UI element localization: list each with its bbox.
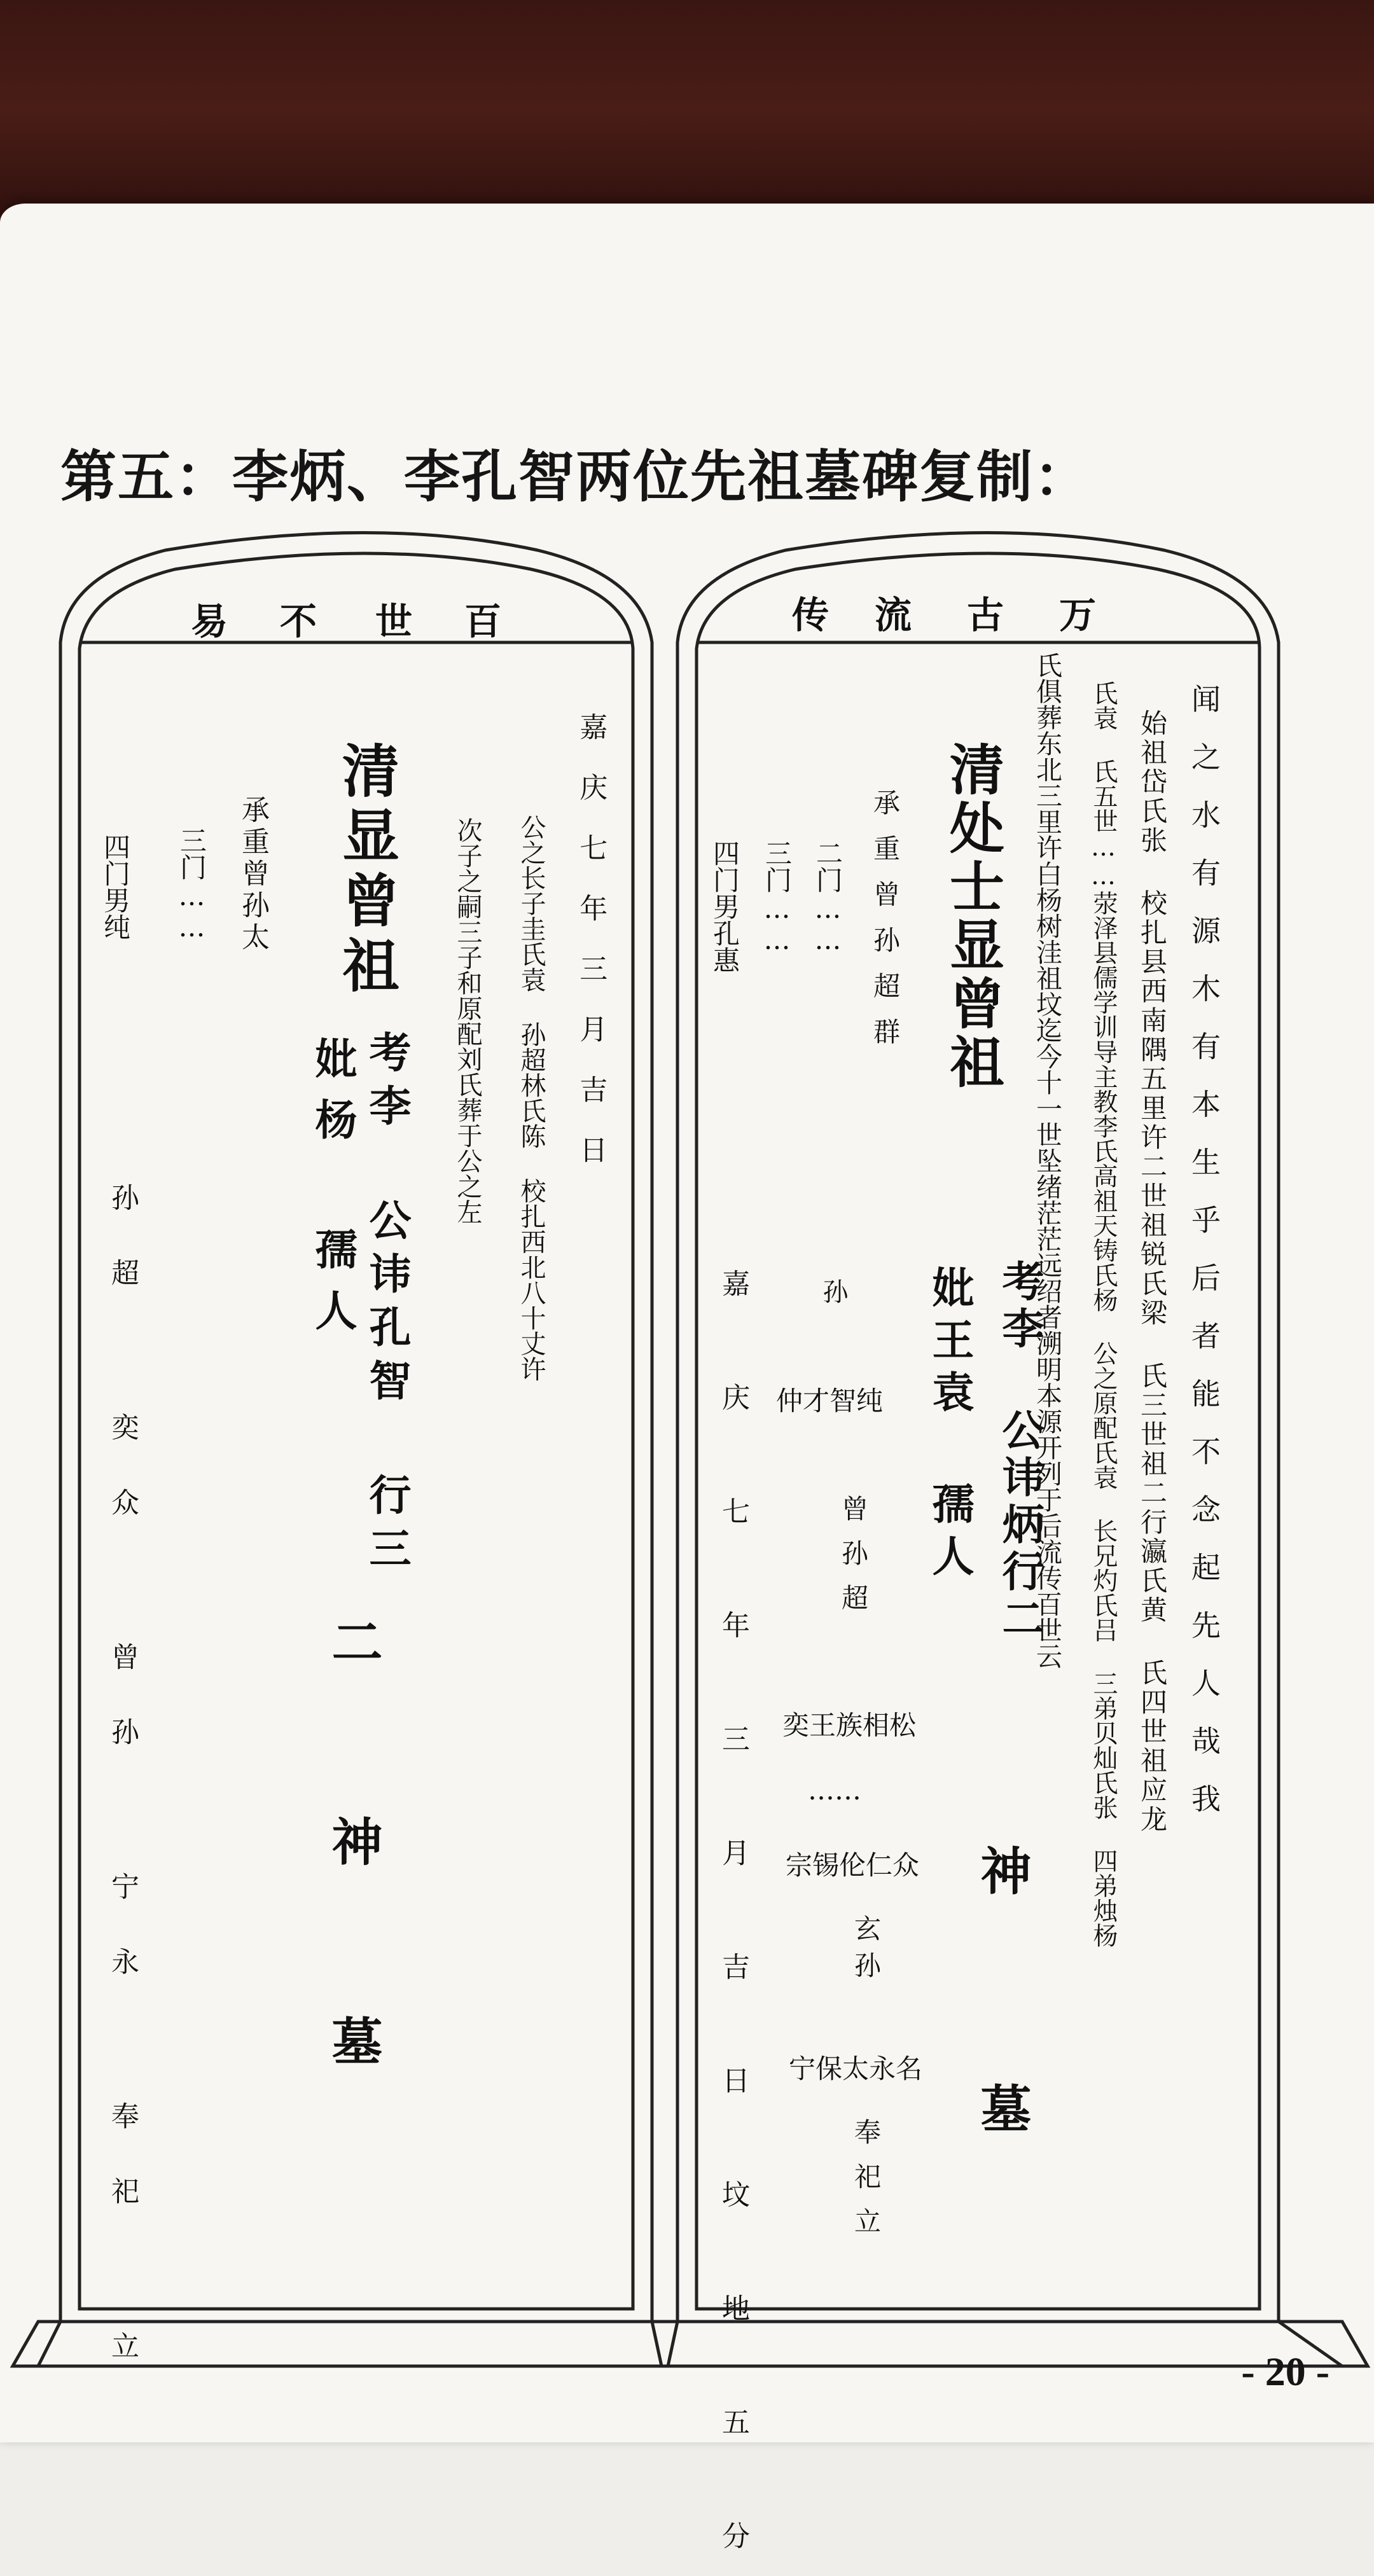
right-date-column: 嘉 庆 七 年 三 月 吉 日 坟 地 五 分 xyxy=(717,1269,749,2576)
right-center-name: 考李 公讳炳行二 xyxy=(995,1259,1044,1644)
page-number: - 20 - xyxy=(1241,2349,1329,2394)
right-text-column-1: 闻之水有源木有本生乎后者能不念起先人哉我 xyxy=(1187,684,1221,1841)
page-heading: 第五：李炳、李孔智两位先祖墓碑复制： xyxy=(60,444,1092,509)
right-center-spouse: 妣王袁 孺人 xyxy=(925,1266,975,1586)
right-names-row-1: 奕王族相松 xyxy=(782,1710,917,1741)
right-xuansun-label: 玄孙 xyxy=(850,1915,882,1988)
left-heir-principal: 承重曾孙太 xyxy=(237,795,269,954)
right-grandson-names: 仲才智纯 xyxy=(776,1385,884,1416)
tablet-base xyxy=(13,2322,1368,2366)
right-caption-char-1: 万 xyxy=(1059,593,1097,637)
right-center-title: 清处士显曾祖 xyxy=(940,741,1004,1092)
left-heir-descendants: 孙超 奕众 曾孙 宁永 奉祀 立 xyxy=(106,1183,139,2406)
left-center-title: 清显曾祖 xyxy=(332,741,399,1001)
right-great-grandson: 曾孙超 xyxy=(838,1495,869,1628)
left-note-column-1: 公之长子圭氏袁 孙超林氏陈 校扎西北八十丈许 xyxy=(517,814,546,1381)
left-caption-char-1: 百 xyxy=(464,600,502,643)
left-caption-char-4: 易 xyxy=(191,600,228,643)
right-caption-char-4: 传 xyxy=(792,593,829,637)
right-grandson-label: 孙 xyxy=(819,1278,848,1304)
left-note-column-2: 次子之嗣三子和原配刘氏葬于公之左 xyxy=(453,817,482,1224)
left-heir-third-branch: 三门…… xyxy=(176,827,207,943)
left-heir-fourth-branch: 四门男纯 xyxy=(100,833,131,940)
right-text-column-3: 氏袁 氏五世……荥泽县儒学训导主教李氏高祖天铸氏杨 公之原配氏袁 长兄灼氏吕 三弟贝灿氏张 四弟烛杨 xyxy=(1089,681,1118,1948)
right-text-column-2: 始祖岱氏张 校扎县西南隅五里许二世祖锐氏梁 氏三世祖二行瀛氏黄 氏四世祖应龙 xyxy=(1137,709,1168,1834)
right-center-tomb: 神 墓 xyxy=(972,1845,1032,2197)
right-heir-principal: 承重曾孙超群 xyxy=(870,789,901,1063)
left-date-column: 嘉 庆 七 年 三 月 吉 日 xyxy=(574,712,607,1163)
right-heir-second-branch: 二门…… xyxy=(812,840,843,955)
left-center-spouse: 妣杨 孺人 xyxy=(308,1037,357,1350)
right-names-row-2: 宗锡伦仁众 xyxy=(786,1850,920,1881)
right-caption-char-3: 流 xyxy=(875,593,912,637)
left-caption-char-3: 不 xyxy=(280,600,317,643)
right-heir-third-branch: 三门…… xyxy=(761,840,793,955)
right-caption-char-2: 古 xyxy=(967,593,1004,637)
right-fengsi-column: 奉祀立 xyxy=(850,2118,882,2252)
left-caption-char-2: 世 xyxy=(375,600,413,643)
right-names-dots: …… xyxy=(808,1775,861,1806)
right-text-column-4: 氏俱葬东北三里许白杨树洼祖坟迄今十一世坠绪茫茫远绍者溯明本源开列于后流传百世云 xyxy=(1032,652,1062,1669)
left-center-tomb: 二 神 墓 xyxy=(323,1616,383,2110)
right-heir-fourth-branch: 四门男孔惠 xyxy=(709,840,740,973)
left-center-name: 考李 公讳孔智 行三 xyxy=(362,1030,412,1580)
right-names-row-3: 宁保太永名 xyxy=(789,2053,923,2084)
